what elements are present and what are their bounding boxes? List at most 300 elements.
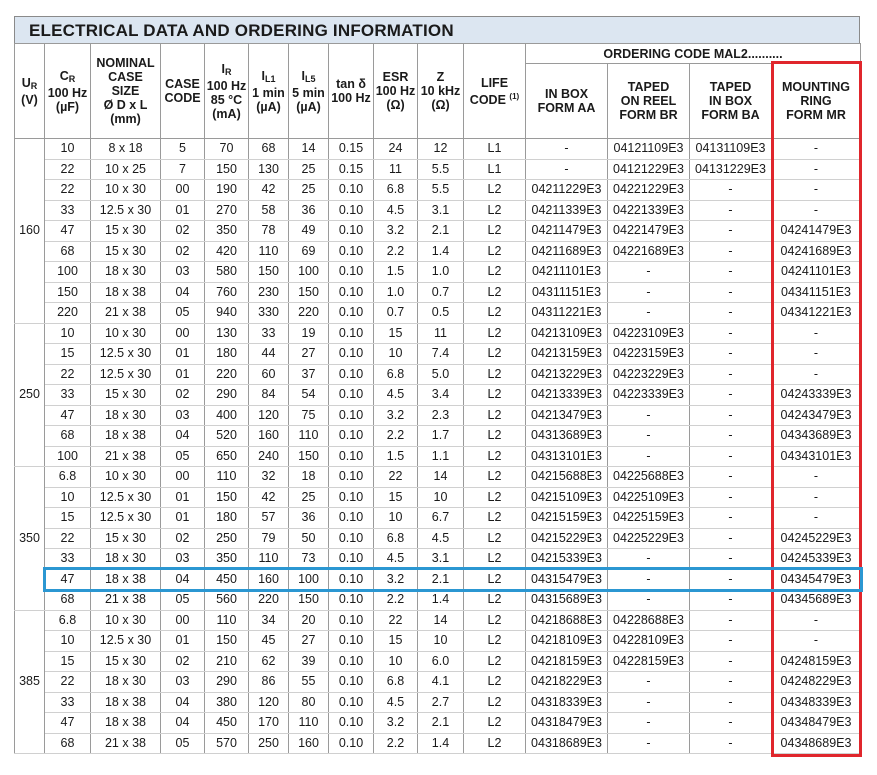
cell-form-ba: - <box>690 180 772 201</box>
cell-form-br: - <box>608 262 690 283</box>
cell-case-size: 15 x 30 <box>91 528 161 549</box>
cell-form-ba: - <box>690 692 772 713</box>
cell-form-br: - <box>608 569 690 590</box>
cell-form-aa: 04218688E3 <box>526 610 608 631</box>
cell-case-size: 10 x 30 <box>91 610 161 631</box>
cell-form-br: - <box>608 303 690 324</box>
cell-z: 14 <box>418 610 464 631</box>
cell-il5: 100 <box>289 262 329 283</box>
cell-form-ba: - <box>690 303 772 324</box>
table-row <box>15 508 861 529</box>
cell-ir: 190 <box>205 180 249 201</box>
cell-tan-delta: 0.10 <box>329 282 374 303</box>
cell-ir: 760 <box>205 282 249 303</box>
cell-form-br: 04221479E3 <box>608 221 690 242</box>
cell-life-code: L2 <box>464 467 526 488</box>
cell-z: 11 <box>418 323 464 344</box>
cell-form-mr: - <box>772 508 861 529</box>
cell-form-aa: 04213109E3 <box>526 323 608 344</box>
cell-case-size: 12.5 x 30 <box>91 364 161 385</box>
cell-ir: 180 <box>205 508 249 529</box>
cell-il1: 32 <box>249 467 289 488</box>
cell-cr: 100 <box>45 446 91 467</box>
cell-esr: 15 <box>374 323 418 344</box>
cell-life-code: L2 <box>464 323 526 344</box>
cell-life-code: L2 <box>464 508 526 529</box>
cell-il5: 54 <box>289 385 329 406</box>
cell-form-br: 04221339E3 <box>608 200 690 221</box>
cell-cr: 33 <box>45 692 91 713</box>
header-cr: $C_R$ 100 Hz (µF) <box>45 44 91 139</box>
cell-form-aa: 04215109E3 <box>526 487 608 508</box>
cell-ir: 270 <box>205 200 249 221</box>
cell-form-aa: 04213339E3 <box>526 385 608 406</box>
table-row <box>15 241 861 262</box>
cell-il1: 79 <box>249 528 289 549</box>
cell-case-size: 21 x 38 <box>91 303 161 324</box>
cell-esr: 10 <box>374 344 418 365</box>
cell-form-aa: 04315689E3 <box>526 590 608 611</box>
cell-z: 0.5 <box>418 303 464 324</box>
cell-z: 4.5 <box>418 528 464 549</box>
cell-cr: 22 <box>45 180 91 201</box>
cell-form-br: - <box>608 733 690 754</box>
cell-form-mr: 04343101E3 <box>772 446 861 467</box>
table-row <box>15 139 861 160</box>
cell-case-size: 18 x 38 <box>91 569 161 590</box>
cell-case-code: 01 <box>161 200 205 221</box>
cell-life-code: L2 <box>464 426 526 447</box>
cell-form-ba: - <box>690 282 772 303</box>
header-form-ba: TAPED IN BOX FORM BA <box>690 64 772 139</box>
cell-il1: 330 <box>249 303 289 324</box>
table-row <box>15 631 861 652</box>
cell-case-size: 18 x 30 <box>91 405 161 426</box>
cell-form-aa: 04313101E3 <box>526 446 608 467</box>
cell-z: 5.5 <box>418 180 464 201</box>
cell-form-aa: 04218229E3 <box>526 672 608 693</box>
cell-esr: 1.0 <box>374 282 418 303</box>
cell-z: 10 <box>418 487 464 508</box>
cell-form-ba: 04131229E3 <box>690 159 772 180</box>
cell-form-br: 04228688E3 <box>608 610 690 631</box>
cell-form-mr: 04241689E3 <box>772 241 861 262</box>
cell-il1: 42 <box>249 487 289 508</box>
cell-tan-delta: 0.10 <box>329 446 374 467</box>
cell-case-size: 12.5 x 30 <box>91 344 161 365</box>
cell-form-ba: - <box>690 631 772 652</box>
cell-life-code: L2 <box>464 713 526 734</box>
cell-case-size: 15 x 30 <box>91 385 161 406</box>
cell-form-br: 04223229E3 <box>608 364 690 385</box>
cell-z: 6.7 <box>418 508 464 529</box>
cell-form-br: 04228109E3 <box>608 631 690 652</box>
cell-form-aa: 04318689E3 <box>526 733 608 754</box>
cell-case-code: 04 <box>161 569 205 590</box>
cell-ir: 70 <box>205 139 249 160</box>
cell-case-size: 12.5 x 30 <box>91 631 161 652</box>
cell-ir: 150 <box>205 487 249 508</box>
header-esr: ESR 100 Hz (Ω) <box>374 44 418 139</box>
cell-life-code: L2 <box>464 487 526 508</box>
cell-esr: 2.2 <box>374 733 418 754</box>
cell-cr: 10 <box>45 487 91 508</box>
cell-form-mr: 04341151E3 <box>772 282 861 303</box>
cell-il5: 150 <box>289 282 329 303</box>
cell-esr: 15 <box>374 487 418 508</box>
cell-tan-delta: 0.10 <box>329 426 374 447</box>
cell-cr: 100 <box>45 262 91 283</box>
cell-tan-delta: 0.10 <box>329 487 374 508</box>
cell-ir: 570 <box>205 733 249 754</box>
cell-form-br: - <box>608 549 690 570</box>
cell-form-mr: 04248159E3 <box>772 651 861 672</box>
cell-z: 12 <box>418 139 464 160</box>
cell-case-code: 05 <box>161 446 205 467</box>
cell-ir: 650 <box>205 446 249 467</box>
cell-ir: 420 <box>205 241 249 262</box>
cell-form-ba: - <box>690 713 772 734</box>
cell-case-code: 04 <box>161 713 205 734</box>
cell-il1: 78 <box>249 221 289 242</box>
cell-case-size: 18 x 30 <box>91 549 161 570</box>
cell-tan-delta: 0.10 <box>329 241 374 262</box>
cell-il5: 19 <box>289 323 329 344</box>
header-il5: $I_{L5}$ 5 min (µA) <box>289 44 329 139</box>
cell-form-br: - <box>608 692 690 713</box>
cell-z: 2.1 <box>418 713 464 734</box>
cell-il1: 120 <box>249 405 289 426</box>
cell-case-code: 00 <box>161 323 205 344</box>
table-row <box>15 426 861 447</box>
cell-form-br: 04225109E3 <box>608 487 690 508</box>
header-z: Z 10 kHz (Ω) <box>418 44 464 139</box>
cell-form-ba: - <box>690 487 772 508</box>
cell-form-br: - <box>608 672 690 693</box>
cell-z: 14 <box>418 467 464 488</box>
cell-case-code: 03 <box>161 405 205 426</box>
cell-life-code: L2 <box>464 344 526 365</box>
cell-il1: 62 <box>249 651 289 672</box>
cell-z: 3.1 <box>418 549 464 570</box>
cell-esr: 24 <box>374 139 418 160</box>
cell-cr: 22 <box>45 159 91 180</box>
table-row <box>15 323 861 344</box>
cell-form-ba: - <box>690 569 772 590</box>
cell-ir: 450 <box>205 569 249 590</box>
cell-esr: 3.2 <box>374 713 418 734</box>
cell-esr: 10 <box>374 508 418 529</box>
cell-esr: 4.5 <box>374 385 418 406</box>
cell-il5: 27 <box>289 631 329 652</box>
header-life-code: LIFE CODE $^{(1)}$ <box>464 44 526 139</box>
cell-ir: 150 <box>205 159 249 180</box>
cell-tan-delta: 0.10 <box>329 303 374 324</box>
cell-case-size: 18 x 38 <box>91 426 161 447</box>
cell-form-br: - <box>608 590 690 611</box>
cell-ir: 290 <box>205 385 249 406</box>
cell-form-br: 04225159E3 <box>608 508 690 529</box>
cell-form-ba: - <box>690 405 772 426</box>
cell-case-code: 01 <box>161 487 205 508</box>
cell-form-mr: - <box>772 139 861 160</box>
cell-form-aa: - <box>526 139 608 160</box>
cell-form-ba: - <box>690 364 772 385</box>
cell-cr: 22 <box>45 364 91 385</box>
cell-life-code: L1 <box>464 139 526 160</box>
cell-cr: 15 <box>45 508 91 529</box>
cell-esr: 6.8 <box>374 364 418 385</box>
cell-esr: 3.2 <box>374 569 418 590</box>
cell-form-aa: 04213229E3 <box>526 364 608 385</box>
cell-esr: 6.8 <box>374 528 418 549</box>
cell-tan-delta: 0.10 <box>329 569 374 590</box>
cell-il1: 120 <box>249 692 289 713</box>
cell-il5: 14 <box>289 139 329 160</box>
cell-form-ba: - <box>690 426 772 447</box>
cell-form-ba: - <box>690 344 772 365</box>
cell-case-code: 5 <box>161 139 205 160</box>
cell-il5: 80 <box>289 692 329 713</box>
cell-z: 2.1 <box>418 569 464 590</box>
cell-life-code: L2 <box>464 446 526 467</box>
table-row <box>15 692 861 713</box>
cell-case-code: 02 <box>161 528 205 549</box>
cell-esr: 0.7 <box>374 303 418 324</box>
cell-z: 1.4 <box>418 241 464 262</box>
cell-form-br: 04223159E3 <box>608 344 690 365</box>
cell-z: 0.7 <box>418 282 464 303</box>
cell-il5: 50 <box>289 528 329 549</box>
cell-case-code: 01 <box>161 631 205 652</box>
cell-form-mr: 04245339E3 <box>772 549 861 570</box>
cell-tan-delta: 0.10 <box>329 323 374 344</box>
cell-form-br: 04225229E3 <box>608 528 690 549</box>
cell-tan-delta: 0.10 <box>329 610 374 631</box>
cell-cr: 33 <box>45 385 91 406</box>
cell-case-size: 18 x 38 <box>91 692 161 713</box>
cell-form-mr: 04245229E3 <box>772 528 861 549</box>
table-row <box>15 303 861 324</box>
header-case-size: NOMINAL CASE SIZE Ø D x L (mm) <box>91 44 161 139</box>
cell-case-code: 02 <box>161 651 205 672</box>
cell-tan-delta: 0.10 <box>329 672 374 693</box>
cell-il1: 150 <box>249 262 289 283</box>
cell-il1: 160 <box>249 569 289 590</box>
cell-ur: 350 <box>15 467 45 611</box>
cell-cr: 47 <box>45 405 91 426</box>
cell-cr: 68 <box>45 590 91 611</box>
table-row <box>15 467 861 488</box>
cell-ir: 110 <box>205 610 249 631</box>
cell-form-mr: - <box>772 344 861 365</box>
cell-life-code: L2 <box>464 405 526 426</box>
cell-life-code: L2 <box>464 303 526 324</box>
cell-case-code: 03 <box>161 262 205 283</box>
cell-life-code: L2 <box>464 610 526 631</box>
cell-z: 6.0 <box>418 651 464 672</box>
cell-il1: 58 <box>249 200 289 221</box>
cell-form-mr: - <box>772 631 861 652</box>
cell-esr: 22 <box>374 467 418 488</box>
cell-life-code: L2 <box>464 692 526 713</box>
cell-cr: 47 <box>45 221 91 242</box>
cell-case-size: 12.5 x 30 <box>91 508 161 529</box>
cell-form-mr: 04343689E3 <box>772 426 861 447</box>
cell-form-mr: - <box>772 610 861 631</box>
table-row <box>15 672 861 693</box>
cell-form-aa: 04211479E3 <box>526 221 608 242</box>
cell-ur: 250 <box>15 323 45 467</box>
cell-ur: 385 <box>15 610 45 754</box>
cell-form-br: - <box>608 426 690 447</box>
cell-tan-delta: 0.10 <box>329 528 374 549</box>
cell-case-size: 21 x 38 <box>91 446 161 467</box>
cell-form-mr: 04348689E3 <box>772 733 861 754</box>
cell-life-code: L2 <box>464 385 526 406</box>
table-row <box>15 569 861 590</box>
cell-form-mr: - <box>772 323 861 344</box>
cell-il1: 230 <box>249 282 289 303</box>
cell-il5: 73 <box>289 549 329 570</box>
cell-il1: 60 <box>249 364 289 385</box>
cell-il1: 45 <box>249 631 289 652</box>
cell-cr: 22 <box>45 528 91 549</box>
cell-il1: 220 <box>249 590 289 611</box>
cell-il5: 110 <box>289 426 329 447</box>
cell-tan-delta: 0.10 <box>329 200 374 221</box>
cell-form-ba: - <box>690 241 772 262</box>
cell-form-mr: 04345479E3 <box>772 569 861 590</box>
cell-z: 10 <box>418 631 464 652</box>
cell-cr: 33 <box>45 200 91 221</box>
cell-form-ba: - <box>690 672 772 693</box>
cell-tan-delta: 0.10 <box>329 180 374 201</box>
cell-form-aa: 04218109E3 <box>526 631 608 652</box>
cell-ir: 350 <box>205 221 249 242</box>
cell-form-br: 04225688E3 <box>608 467 690 488</box>
cell-form-ba: - <box>690 610 772 631</box>
header-ur: $U_R$ (V) <box>15 44 45 139</box>
table-row <box>15 610 861 631</box>
cell-ir: 450 <box>205 713 249 734</box>
cell-il5: 49 <box>289 221 329 242</box>
cell-form-mr: 04348339E3 <box>772 692 861 713</box>
cell-z: 1.7 <box>418 426 464 447</box>
cell-case-size: 21 x 38 <box>91 590 161 611</box>
cell-form-br: 04223339E3 <box>608 385 690 406</box>
cell-case-size: 10 x 30 <box>91 467 161 488</box>
electrical-data-table <box>14 43 861 754</box>
cell-esr: 2.2 <box>374 590 418 611</box>
cell-z: 1.4 <box>418 733 464 754</box>
cell-form-mr: 04243479E3 <box>772 405 861 426</box>
cell-case-size: 8 x 18 <box>91 139 161 160</box>
cell-life-code: L2 <box>464 241 526 262</box>
cell-form-ba: - <box>690 221 772 242</box>
cell-cr: 15 <box>45 344 91 365</box>
cell-form-ba: - <box>690 549 772 570</box>
cell-il5: 36 <box>289 508 329 529</box>
cell-esr: 6.8 <box>374 180 418 201</box>
cell-tan-delta: 0.10 <box>329 733 374 754</box>
cell-cr: 10 <box>45 631 91 652</box>
cell-life-code: L2 <box>464 262 526 283</box>
cell-tan-delta: 0.10 <box>329 508 374 529</box>
cell-case-size: 10 x 30 <box>91 323 161 344</box>
cell-case-size: 18 x 38 <box>91 713 161 734</box>
cell-ur: 160 <box>15 139 45 324</box>
cell-cr: 150 <box>45 282 91 303</box>
cell-il5: 39 <box>289 651 329 672</box>
cell-il5: 75 <box>289 405 329 426</box>
cell-form-ba: - <box>690 446 772 467</box>
cell-cr: 10 <box>45 323 91 344</box>
cell-form-mr: - <box>772 364 861 385</box>
cell-il1: 84 <box>249 385 289 406</box>
cell-form-aa: 04213479E3 <box>526 405 608 426</box>
cell-tan-delta: 0.10 <box>329 590 374 611</box>
cell-ir: 560 <box>205 590 249 611</box>
cell-cr: 33 <box>45 549 91 570</box>
cell-z: 3.4 <box>418 385 464 406</box>
cell-esr: 4.5 <box>374 692 418 713</box>
cell-case-code: 01 <box>161 344 205 365</box>
cell-case-size: 18 x 38 <box>91 282 161 303</box>
cell-il5: 27 <box>289 344 329 365</box>
cell-cr: 68 <box>45 733 91 754</box>
cell-case-size: 18 x 30 <box>91 672 161 693</box>
cell-case-code: 00 <box>161 467 205 488</box>
cell-form-mr: 04241101E3 <box>772 262 861 283</box>
cell-life-code: L2 <box>464 733 526 754</box>
cell-ir: 380 <box>205 692 249 713</box>
cell-ir: 210 <box>205 651 249 672</box>
cell-tan-delta: 0.10 <box>329 549 374 570</box>
cell-il1: 42 <box>249 180 289 201</box>
cell-form-ba: - <box>690 733 772 754</box>
cell-tan-delta: 0.10 <box>329 262 374 283</box>
cell-cr: 15 <box>45 651 91 672</box>
cell-form-mr: 04248229E3 <box>772 672 861 693</box>
cell-form-aa: 04318339E3 <box>526 692 608 713</box>
cell-form-aa: 04218159E3 <box>526 651 608 672</box>
cell-ir: 180 <box>205 344 249 365</box>
cell-tan-delta: 0.10 <box>329 631 374 652</box>
cell-form-aa: 04211339E3 <box>526 200 608 221</box>
cell-il5: 69 <box>289 241 329 262</box>
cell-form-ba: - <box>690 508 772 529</box>
cell-cr: 10 <box>45 139 91 160</box>
cell-case-code: 05 <box>161 590 205 611</box>
cell-esr: 1.5 <box>374 446 418 467</box>
cell-form-mr: 04341221E3 <box>772 303 861 324</box>
cell-z: 2.1 <box>418 221 464 242</box>
cell-form-mr: 04348479E3 <box>772 713 861 734</box>
cell-cr: 68 <box>45 241 91 262</box>
cell-form-mr: 04243339E3 <box>772 385 861 406</box>
cell-form-aa: 04211229E3 <box>526 180 608 201</box>
cell-z: 1.4 <box>418 590 464 611</box>
cell-case-code: 00 <box>161 180 205 201</box>
cell-case-code: 01 <box>161 364 205 385</box>
table-row <box>15 200 861 221</box>
cell-form-mr: - <box>772 180 861 201</box>
cell-esr: 2.2 <box>374 241 418 262</box>
cell-form-br: - <box>608 405 690 426</box>
table-row <box>15 221 861 242</box>
cell-il1: 170 <box>249 713 289 734</box>
